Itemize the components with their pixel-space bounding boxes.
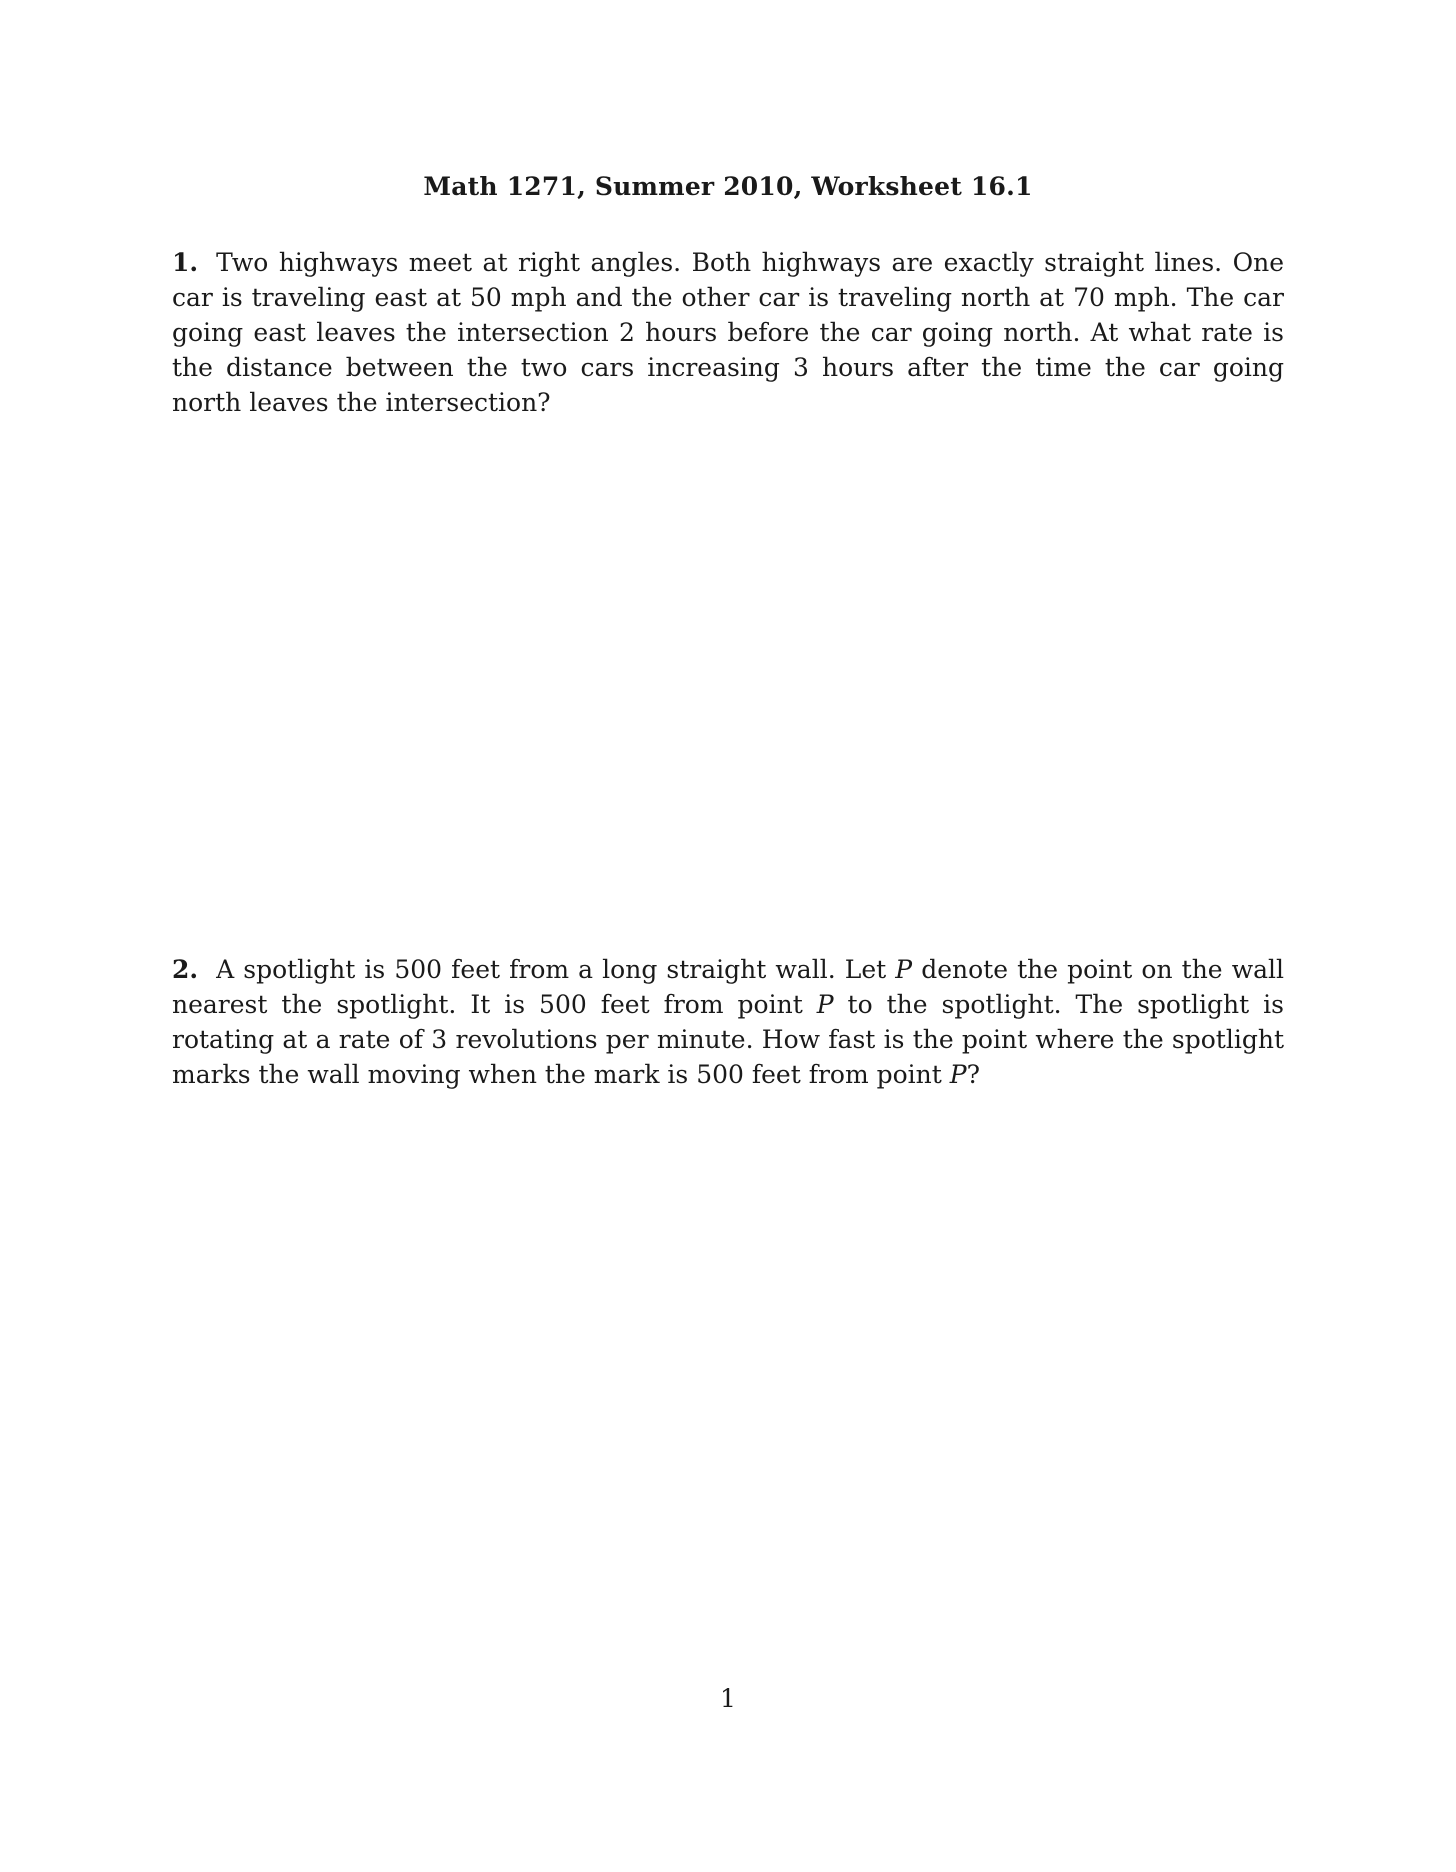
problem-2 bbox=[172, 952, 1284, 1092]
problem-number: 1. bbox=[172, 248, 199, 277]
problem-text: A spotlight is 500 feet from a long straight wall. Let bbox=[216, 955, 887, 984]
problem-text: denote the point on the wall nearest the spotlight. It is 500 feet from point bbox=[172, 955, 1284, 1019]
page-title: Math 1271, Summer 2010, Worksheet 16.1 bbox=[423, 172, 1033, 201]
problem-text: to the spotlight. The spotlight is rotating at a rate of 3 revolutions per minute. How fast is the point where the spotlight marks the wall moving when the mark is 500 feet from point bbox=[172, 990, 1284, 1089]
problem-text: ? bbox=[966, 1060, 980, 1089]
variable-p: P bbox=[895, 955, 913, 984]
variable-p: P bbox=[949, 1060, 967, 1089]
problem-number: 2. bbox=[172, 955, 199, 984]
problem-text: Two highways meet at right angles. Both highways are exactly straight lines. One car is traveling east at 50 mph and the other car is traveling north at 70 mph. The car going east leaves the intersection 2 hours before the car going north. At what rate is the distance between the two cars increasing 3 hours after the time the car going north leaves the intersection? bbox=[172, 248, 1284, 417]
problem-1 bbox=[172, 245, 1284, 420]
page-number: 1 bbox=[720, 1684, 736, 1713]
variable-p: P bbox=[816, 990, 834, 1019]
